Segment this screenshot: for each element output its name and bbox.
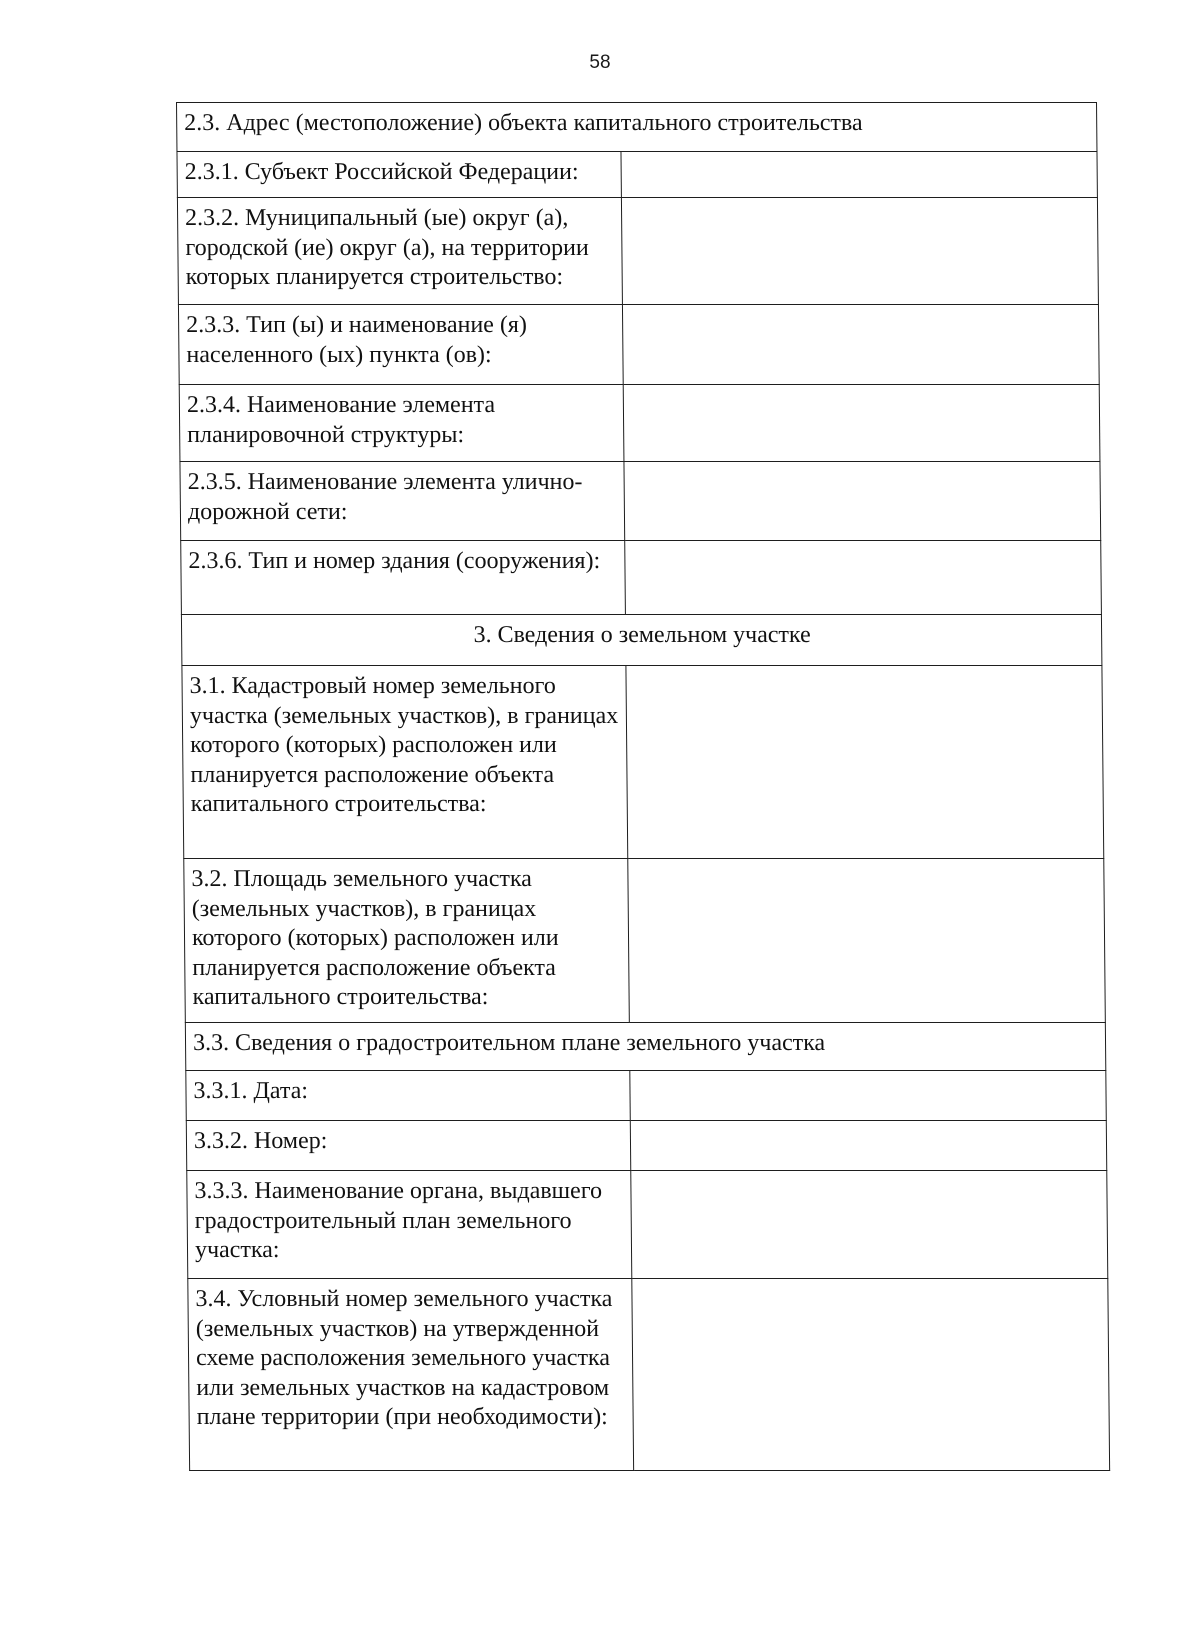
field-label-building: 2.3.6. Тип и номер здания (сооружения):: [181, 541, 626, 615]
field-value-date[interactable]: [630, 1071, 1106, 1121]
form-table: [176, 102, 1110, 1471]
field-label-planning-structure: 2.3.4. Наименование элемента планировочной структуры:: [179, 385, 624, 462]
field-label-conditional-number: 3.4. Условный номер земельного участка (земельных участков) на утвержденной схеме расположения земельного участка или земельных участков на кадастровом плане территории (при необходимости):: [188, 1279, 634, 1471]
section-heading-land-plot: 3. Сведения о земельном участке: [181, 615, 1101, 666]
table-row: [184, 859, 1106, 1023]
field-label-number: 3.3.2. Номер:: [186, 1121, 630, 1171]
table-row: [188, 1279, 1110, 1471]
field-label-cadastral-number: 3.1. Кадастровый номер земельного участка (земельных участков), в границах которого (которых) расположен или планируется расположение объекта капитального строительства:: [182, 666, 628, 859]
table-row: [182, 666, 1104, 859]
table-row: [180, 462, 1101, 541]
page-number: 58: [589, 52, 611, 73]
field-label-subject: 2.3.1. Субъект Российской Федерации:: [177, 152, 621, 198]
section-heading-address: 2.3. Адрес (местоположение) объекта капитального строительства: [177, 103, 1097, 152]
table-row: [177, 198, 1098, 305]
field-label-settlement: 2.3.3. Тип (ы) и наименование (я) населенного (ых) пункта (ов):: [178, 305, 623, 385]
field-value-street-network[interactable]: [624, 462, 1101, 541]
field-value-cadastral-number[interactable]: [626, 666, 1104, 859]
field-label-date: 3.3.1. Дата:: [186, 1071, 630, 1121]
section-row: [181, 615, 1101, 666]
section-row: [177, 103, 1097, 152]
field-value-subject[interactable]: [621, 152, 1097, 198]
section-row: [185, 1023, 1105, 1071]
field-value-number[interactable]: [630, 1121, 1106, 1171]
section-heading-town-plan: 3.3. Сведения о градостроительном плане земельного участка: [185, 1023, 1105, 1071]
field-label-issuing-authority: 3.3.3. Наименование органа, выдавшего градостроительный план земельного участка:: [187, 1171, 632, 1279]
table-row: [179, 385, 1100, 462]
field-value-plot-area[interactable]: [628, 859, 1106, 1023]
field-value-conditional-number[interactable]: [632, 1279, 1110, 1471]
field-label-district: 2.3.2. Муниципальный (ые) округ (а), городской (ие) округ (а), на территории которых планируется строительство:: [177, 198, 622, 305]
table-row: [186, 1121, 1106, 1171]
table-row: [181, 541, 1102, 615]
table-row: [177, 152, 1097, 198]
table-row: [186, 1071, 1106, 1121]
field-label-street-network: 2.3.5. Наименование элемента улично-дорожной сети:: [180, 462, 625, 541]
field-value-issuing-authority[interactable]: [631, 1171, 1108, 1279]
field-value-settlement[interactable]: [622, 305, 1099, 385]
field-value-planning-structure[interactable]: [623, 385, 1100, 462]
table-row: [187, 1171, 1108, 1279]
table-row: [178, 305, 1099, 385]
field-value-building[interactable]: [625, 541, 1102, 615]
field-value-district[interactable]: [621, 198, 1098, 305]
field-label-plot-area: 3.2. Площадь земельного участка (земельных участков), в границах которого (которых) расположен или планируется расположение объекта капитального строительства:: [184, 859, 630, 1023]
